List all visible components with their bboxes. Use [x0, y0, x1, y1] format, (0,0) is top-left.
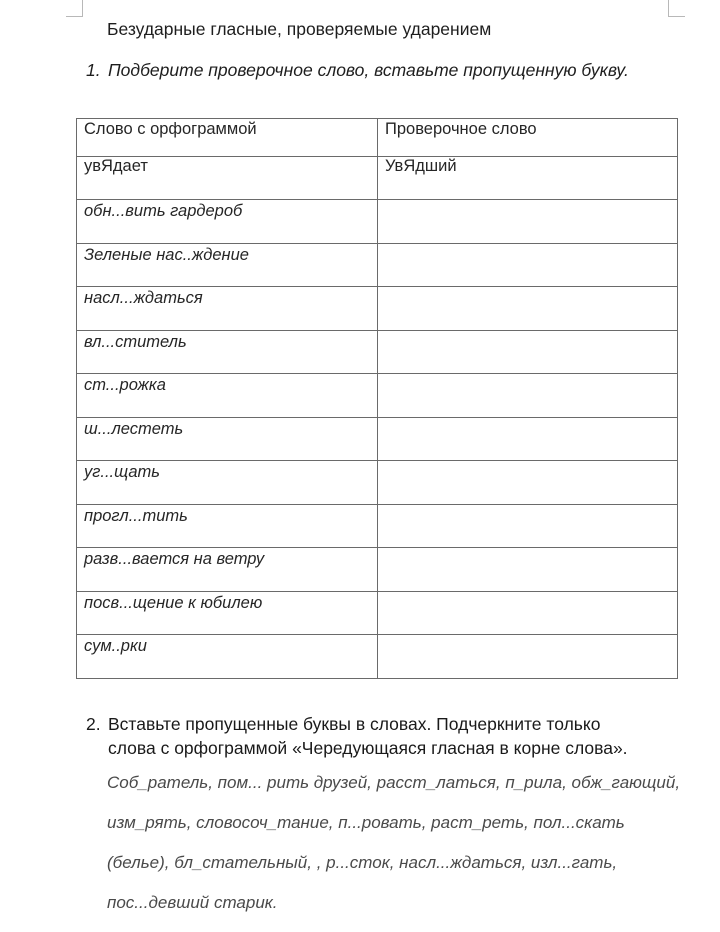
table-row [77, 591, 678, 635]
table-row [77, 635, 678, 679]
table-row [77, 243, 678, 287]
example-check-word: УвЯдший [378, 157, 678, 200]
header-word-column: Слово с орфограммой [77, 119, 378, 157]
word-cell: посв...щение к юбилею [77, 591, 378, 635]
check-word-cell[interactable] [378, 374, 678, 418]
table-row [77, 200, 678, 244]
example-word: увЯдает [77, 157, 378, 200]
exercise-line-2: изм_рять, словосоч_тание, п...ровать, раст_реть, пол...скать [107, 813, 625, 832]
word-cell: вл...ститель [77, 330, 378, 374]
task-2-number: 2. [86, 714, 101, 734]
word-cell: ст...рожка [77, 374, 378, 418]
table-row [77, 548, 678, 592]
header-check-column: Проверочное слово [378, 119, 678, 157]
word-cell: прогл...тить [77, 504, 378, 548]
word-cell: насл...ждаться [77, 287, 378, 331]
task-1-heading [86, 60, 629, 81]
task-2-text-line-2: слова с орфограммой «Чередующаяся гласная в корне слова». [108, 738, 628, 758]
task-1-number: 1. [86, 60, 101, 80]
words-table [76, 118, 678, 679]
word-cell: сум..рки [77, 635, 378, 679]
word-cell: ш...лестеть [77, 417, 378, 461]
task-2-text-line-1: Вставьте пропущенные буквы в словах. Подчеркните только [108, 714, 601, 734]
exercise-line-3: (белье), бл_стательный, , р...сток, насл...ждаться, изл...гать, [107, 853, 618, 872]
task-2-heading [86, 712, 628, 760]
check-word-cell[interactable] [378, 548, 678, 592]
table-row-example [77, 157, 678, 200]
table-row [77, 374, 678, 418]
word-cell: разв...вается на ветру [77, 548, 378, 592]
word-cell: уг...щать [77, 461, 378, 505]
check-word-cell[interactable] [378, 200, 678, 244]
table-header-row [77, 119, 678, 157]
check-word-cell[interactable] [378, 417, 678, 461]
table-row [77, 504, 678, 548]
task-1-text: Подберите проверочное слово, вставьте пропущенную букву. [108, 60, 629, 80]
check-word-cell[interactable] [378, 287, 678, 331]
check-word-cell[interactable] [378, 243, 678, 287]
page-title: Безударные гласные, проверяемые ударением [107, 19, 492, 39]
check-word-cell[interactable] [378, 461, 678, 505]
exercise-line-4: пос...девший старик. [107, 893, 278, 912]
check-word-cell[interactable] [378, 635, 678, 679]
exercise-text [107, 772, 680, 932]
exercise-line-1: Соб_ратель, пом... рить друзей, расст_латься, п_рила, обж_гающий, [107, 773, 681, 792]
page-corner-mark-right [668, 0, 685, 17]
word-cell: Зеленые нас..ждение [77, 243, 378, 287]
table-row [77, 461, 678, 505]
table-row [77, 330, 678, 374]
table-row [77, 417, 678, 461]
check-word-cell[interactable] [378, 330, 678, 374]
page-corner-mark-left [66, 0, 83, 17]
check-word-cell[interactable] [378, 504, 678, 548]
table-row [77, 287, 678, 331]
check-word-cell[interactable] [378, 591, 678, 635]
word-cell: обн...вить гардероб [77, 200, 378, 244]
